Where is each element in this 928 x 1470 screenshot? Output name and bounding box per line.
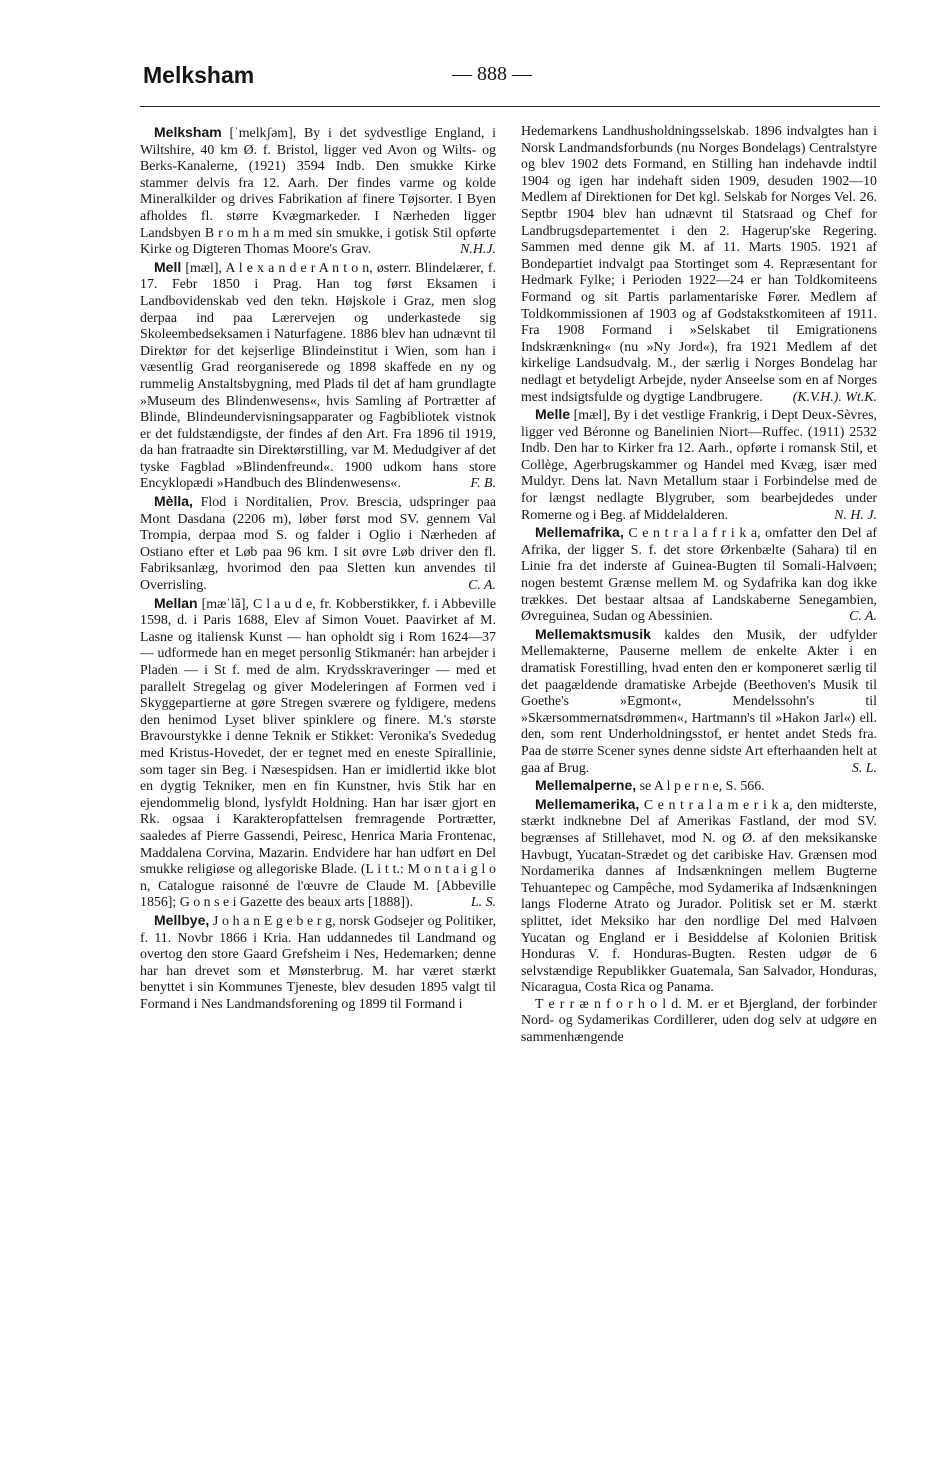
- entry-mellbye: [140, 912, 496, 1014]
- entry-text: C e n t r a l a m e r i k a, den midterste, stærkt indknebne Del af Amerikas Fastland, der mod SV. begrænses af Stillehavet, mod N. og Ø. af den meksikanske Havbugt, Yucatan-Strædet og det caribiske Hav. Grænsen mod Nordamerika dannes af Indsænkningen mellem Bugterne Tehuantepec og Campêche, mod Sydamerika af Indsænkningen langs Floderne Atrato og Jurador. Politisk set er M. stærkt splittet, idet Meksiko har den nordlige Del med Halvøen Yucatan og England er i Besiddelse af Kolonien Britisk Honduras V. f. Honduras-Bugten. Resten udgør de 6 selvstændige Republikker Guatemala, San Salvador, Honduras, Nicaragua, Costa Rica og Panama.: [521, 797, 877, 996]
- entry-text: kaldes den Musik, der udfylder Mellemakterne, Pauserne mellem de enkelte Akter i en dramatisk Forestilling, hvad enten den er komponeret særlig til det paagældende dramatiske Arbejde (Beethoven's Musik til Goethe's »Egmont«, Mendelssohn's til »Skærsommernatsdrømmen«, Hartmann's til »Hakon Jarl«) ell. den, som rent Underholdningsstof, er hentet andet Steds fra. Paa de større Scener synes denne sidste Art efterhaanden helt at gaa af Brug.: [521, 627, 877, 776]
- author-signature: L. S.: [470, 895, 496, 911]
- entry-text: T e r r æ n f o r h o l d. M. er et Bjergland, der forbinder Nord- og Sydamerikas Cordillerer, uden dog selv at udgøre en sammenhængende: [521, 996, 877, 1046]
- entry-text: C e n t r a l a f r i k a, omfatter den Del af Afrika, der ligger S. f. det store Ørkenbælte (Sahara) til en Linie fra det inderste af Guinea-Bugten til Somali-Halvøen; nogen bestemt Grænse mellem M. og Sydafrika kan dog ikke trækkes. Det bestaar altsaa af Landskaberne Senegambien, Øvreguinea, Sudan og Abessinien.: [521, 526, 877, 625]
- entry-melksham: [140, 124, 496, 259]
- entry-text: [mæˈlã], C l a u d e, fr. Kobberstikker, f. i Abbeville 1598, d. i Paris 1688, Elev af Simon Vouet. Paavirket af M. Lasne og italiensk Kunst — han opholdt sig i Rom 1624—37 — udformede han en meget personlig Stikmanér: han arbejder i Pladen — i St f. med de alm. Krydsskraveringer — med et parallelt Stregelag og giver Modeleringen af Formen ved i Skyggepartierne at gøre Stregen sværere og fyldigere, medens den henimod Lyset bliver spinklere og finere. M.'s største Bravourstykke i denne Teknik er Stikket: Veronika's Svededug med Kristus-Hovedet, der er tegnet med en eneste Spirallinie, som tager sin Beg. i Næsespidsen. Han er imidlertid ikke blot en dygtig Tekniker, men en fin Kunstner, hvis Stik har en ejendommelig blond, lysfyldt Holdning. Han har især gjort en Rk. ogsaa i Karakteropfattelsen fremragende Portrætter, saaledes af Pierre Gassendi, Peiresc, Henrica Maria Frontenac, Maddalena Corvina, Mazarin. Endvidere har han udført en Del smukke religiøse og allegoriske Blade. (L i t t.: M o n t a i g l o n, Catalogue raisonné de l'œuvre de Claude M. [Abbeville 1856]; G o n s e i Gazette des beaux arts [1888]).: [140, 596, 496, 911]
- entry-text: [mæl], By i det vestlige Frankrig, i Dept Deux-Sèvres, ligger ved Béronne og Banelinien Niort—Ruffec. (1911) 2532 Indb. Den har to Kirker fra 12. Aarh., opførte i romansk Stil, et Collège, Agerbrugskammer og Handel med Kvæg, især med Muldyr. Dens lat. Navn Metallum staar i Forbindelse med de for længst nedlagte Blygruber, som bearbejdedes under Romerne og i Beg. af Middelalderen.: [521, 408, 877, 523]
- author-signature: N.H.J.: [460, 242, 496, 258]
- headword: Mell: [154, 258, 182, 275]
- entry-text: Flod i Norditalien, Prov. Brescia, udspringer paa Mont Dasdana (2206 m), løber først mod SV. gennem Val Trompia, derpaa mod S. og falder i Oglio i Nærheden af Ostiano efter et Løb paa 96 km. I sit øvre Løb driver den fl. Fabriksanlæg, hvorimod den paa Sletten kun anvendes til Overrisling.: [140, 495, 496, 594]
- entry-mell: [140, 259, 496, 493]
- headword: Mellemaktsmusik: [535, 625, 651, 642]
- header-rule: [140, 106, 880, 107]
- running-header: [0, 62, 928, 102]
- entry-text: Hedemarkens Landhusholdningsselskab. 1896 indvalgtes han i Norsk Landmandsforbunds (nu Norges Bondelags) Centralstyre og blev 1902 dets Formand, en Stilling han indehavde indtil 1904 og igen har indehaft siden 1909, desuden 1902—10 Medlem af Direktionen for Det kgl. Selskab for Norges Vel. 26. Septbr 1904 blev han udnævnt til Statsraad og Chef for Landbrugsdepartementet i den 2. Hagerup'ske Regering. Sammen med denne gik M. af 11. Marts 1905. 1921 af Bondepartiet indvalgt paa Stortinget som 4. Repræsentant for Hedmark Fylke; i Perioden 1922—24 er han Toldkomiteens Formand og sit Partis parlamentariske Fører. Medlem af Toldkommissionen af 1903 og af Godstakstkomiteen af 1911. Fra 1908 Formand i »Selskabet til Emigrationens Indskrænkning« (nu »Ny Jord«), fra 1921 Medlem af det kirkelige Landsudvalg. M., der særlig i Norges Bondelag har nedlagt et betydeligt Arbejde, nyder Anseelse som en af Norges mest indsigtsfulde og dygtige Landbrugere.: [521, 124, 877, 405]
- headword: Melle: [535, 406, 571, 423]
- headword: Mellemalperne,: [535, 777, 637, 794]
- entry-mella: [140, 493, 496, 595]
- page-number: — 888 —: [452, 63, 532, 85]
- author-signature: F. B.: [470, 476, 496, 492]
- right-column: [521, 124, 877, 1047]
- headword: Mèlla,: [154, 493, 193, 510]
- entry-mellan: [140, 595, 496, 912]
- entry-text: [mæl], A l e x a n d e r A n t o n, østerr. Blindelærer, f. 17. Febr 1850 i Prag. Han tog først Eksamen i Landbovidenskab ved den tekn. Højskole i Graz, men slog derpaa ind paa Lærervejen og underkastede sig Skoleembedseksamen i Naturfagene. 1886 blev han udnævnt til Direktør for det kejserlige Blindeinstitut i Wien, som han i væsentlig Grad reorganiserede og 1898 skaffede en ny og rummelig Anstaltsbygning, med Plads til det af ham grundlagte »Museum des Blindenwesens«, hvis Samling af Portrætter af Blinde, Blindeundervisningsapparater og Fagbibliotek vistnok er det fuldstændigste, der findes af den Art. Fra 1896 til 1919, da han fratraadte sin Direktørstilling, var M. Medudgiver af det tyske Fagblad »Blindenfreund«. 1900 udkom hans store Encyklopædi »Handbuch des Blindenwesens«.: [140, 260, 496, 492]
- entry-mellbye-continued: [521, 124, 877, 406]
- author-signature: C. A.: [468, 578, 496, 594]
- author-signature: (K.V.H.). Wt.K.: [792, 389, 877, 405]
- headword: Mellan: [154, 594, 198, 611]
- entry-mellemamerika: [521, 796, 877, 997]
- entry-terraenforhold: [521, 997, 877, 1047]
- headword: Mellemamerika,: [535, 795, 640, 812]
- author-signature: N. H. J.: [834, 507, 877, 523]
- entry-mellemafrika: [521, 524, 877, 626]
- headword: Melksham: [154, 124, 222, 140]
- left-column: [140, 124, 496, 1013]
- entry-mellemalperne: [521, 777, 877, 796]
- headword: Mellemafrika,: [535, 524, 624, 541]
- running-head-title: Melksham: [143, 62, 255, 88]
- author-signature: S. L.: [851, 760, 877, 776]
- entry-text: [ˈmelkʃəm], By i det sydvestlige England, i Wiltshire, 40 km Ø. f. Bristol, ligger ved Avon og Wilts- og Berks-Kanalerne, (1921) 3594 Indb. Den smukke Kirke stammer delvis fra 12. Aarh. Der findes varme og kolde Mineralkilder og drives Fabrikation af finere Tøjsorter. I Byen afholdes fl. større Kvægmarkeder. I Nærheden ligger Landsbyen B r o m h a m med sin smukke, i gotisk Stil opførte Kirke og Digteren Thomas Moore's Grav.: [140, 126, 496, 258]
- entry-text: J o h a n E g e b e r g, norsk Godsejer og Politiker, f. 11. Novbr 1866 i Kria. Han uddannedes til Landmand og overtog den store Gaard Grefsheim i Nes, Hedemarken; denne har han drevet som et Mønsterbrug. M. har været stærkt benyttet i sin Kommunes Tjeneste, blev desuden 1895 valgt til Formand i Nes Landmandsforening og 1899 til Formand i: [140, 913, 496, 1012]
- entry-melle: [521, 406, 877, 524]
- headword: Mellbye,: [154, 911, 210, 928]
- author-signature: C. A.: [849, 609, 877, 625]
- entry-text: se A l p e r n e, S. 566.: [636, 779, 765, 795]
- entry-mellemaktsmusik: [521, 626, 877, 777]
